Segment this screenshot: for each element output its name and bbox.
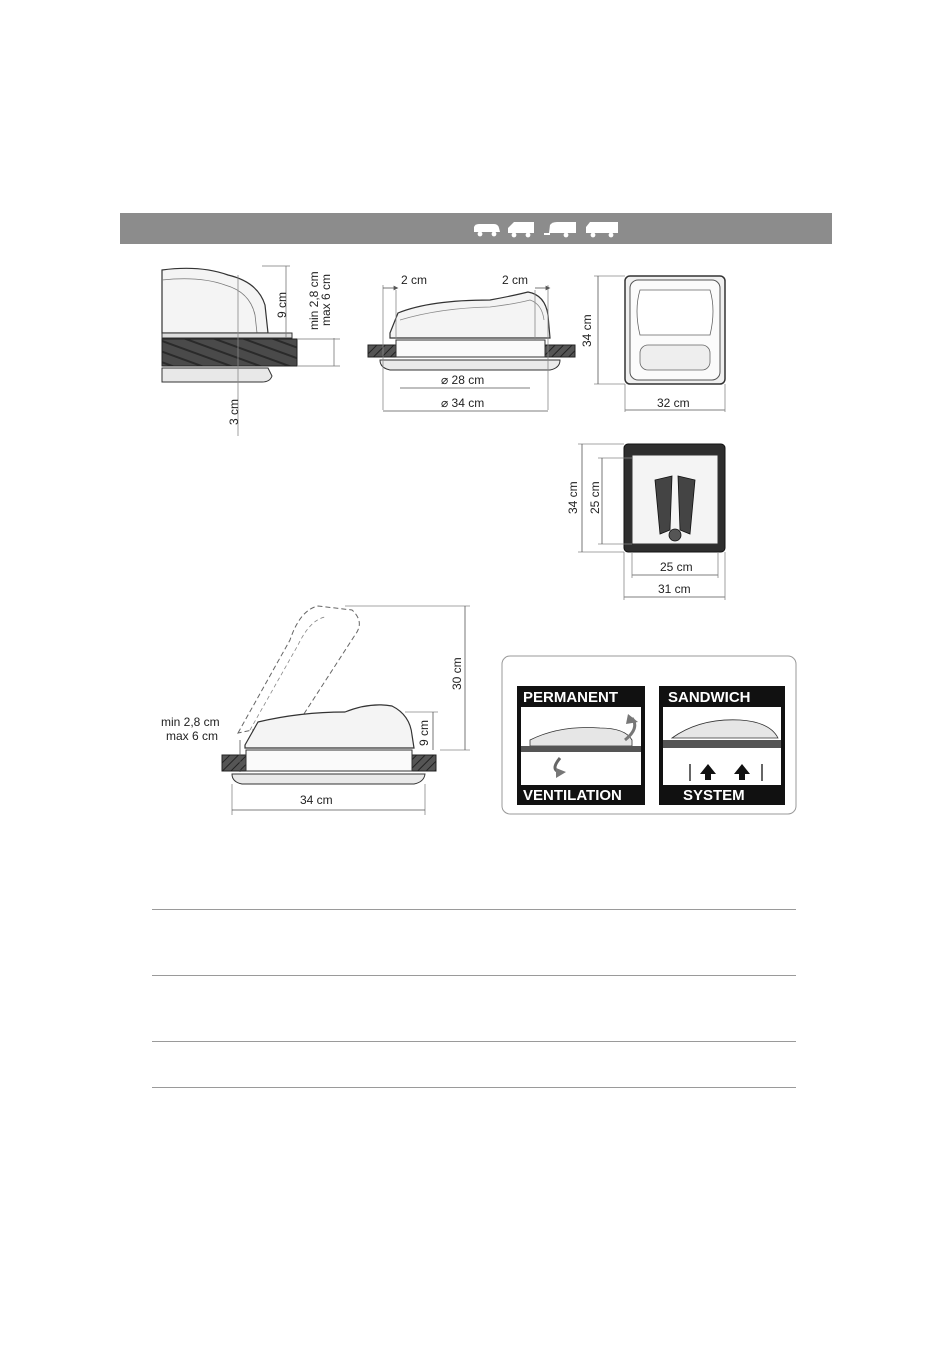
feature-panel bbox=[502, 656, 796, 814]
bottom-view bbox=[566, 444, 725, 600]
front-inner-diameter-label: ⌀ 28 cm bbox=[441, 373, 485, 387]
front-view bbox=[368, 273, 575, 411]
side-height-label: 9 cm bbox=[275, 291, 289, 318]
bottom-inner-height-label: 25 cm bbox=[588, 481, 602, 514]
open-roof-max-label: max 6 cm bbox=[166, 729, 219, 743]
permanent-label: PERMANENT bbox=[523, 689, 619, 706]
open-roof-min-label: min 2,8 cm bbox=[161, 715, 220, 729]
sandwich-system-badge bbox=[659, 686, 785, 805]
front-outer-diameter-label: ⌀ 34 cm bbox=[441, 396, 485, 410]
open-side-view bbox=[161, 606, 470, 815]
top-width-label: 32 cm bbox=[657, 396, 690, 410]
permanent-ventilation-badge bbox=[517, 686, 645, 805]
front-right-flange-label: 2 cm bbox=[502, 273, 529, 287]
open-closed-height-label: 9 cm bbox=[417, 719, 431, 746]
open-width-label: 34 cm bbox=[300, 793, 333, 807]
bottom-outer-width-label: 31 cm bbox=[658, 582, 691, 596]
top-view bbox=[580, 276, 725, 412]
divider-line bbox=[152, 1087, 796, 1088]
side-roof-min-label: min 2,8 cm bbox=[307, 271, 321, 330]
side-roof-max-label: max 6 cm bbox=[319, 273, 333, 326]
top-height-label: 34 cm bbox=[580, 314, 594, 347]
divider-line bbox=[152, 975, 796, 976]
bottom-outer-height-label: 34 cm bbox=[566, 481, 580, 514]
ventilation-label: VENTILATION bbox=[523, 787, 622, 804]
system-label: SYSTEM bbox=[683, 787, 745, 804]
side-depth-label: 3 cm bbox=[227, 398, 241, 425]
divider-line bbox=[152, 909, 796, 910]
bottom-inner-width-label: 25 cm bbox=[660, 560, 693, 574]
sandwich-label: SANDWICH bbox=[668, 689, 751, 706]
front-left-flange-label: 2 cm bbox=[401, 273, 428, 287]
open-height-label: 30 cm bbox=[450, 657, 464, 690]
divider-line bbox=[152, 1041, 796, 1042]
side-detail-view bbox=[162, 266, 340, 436]
